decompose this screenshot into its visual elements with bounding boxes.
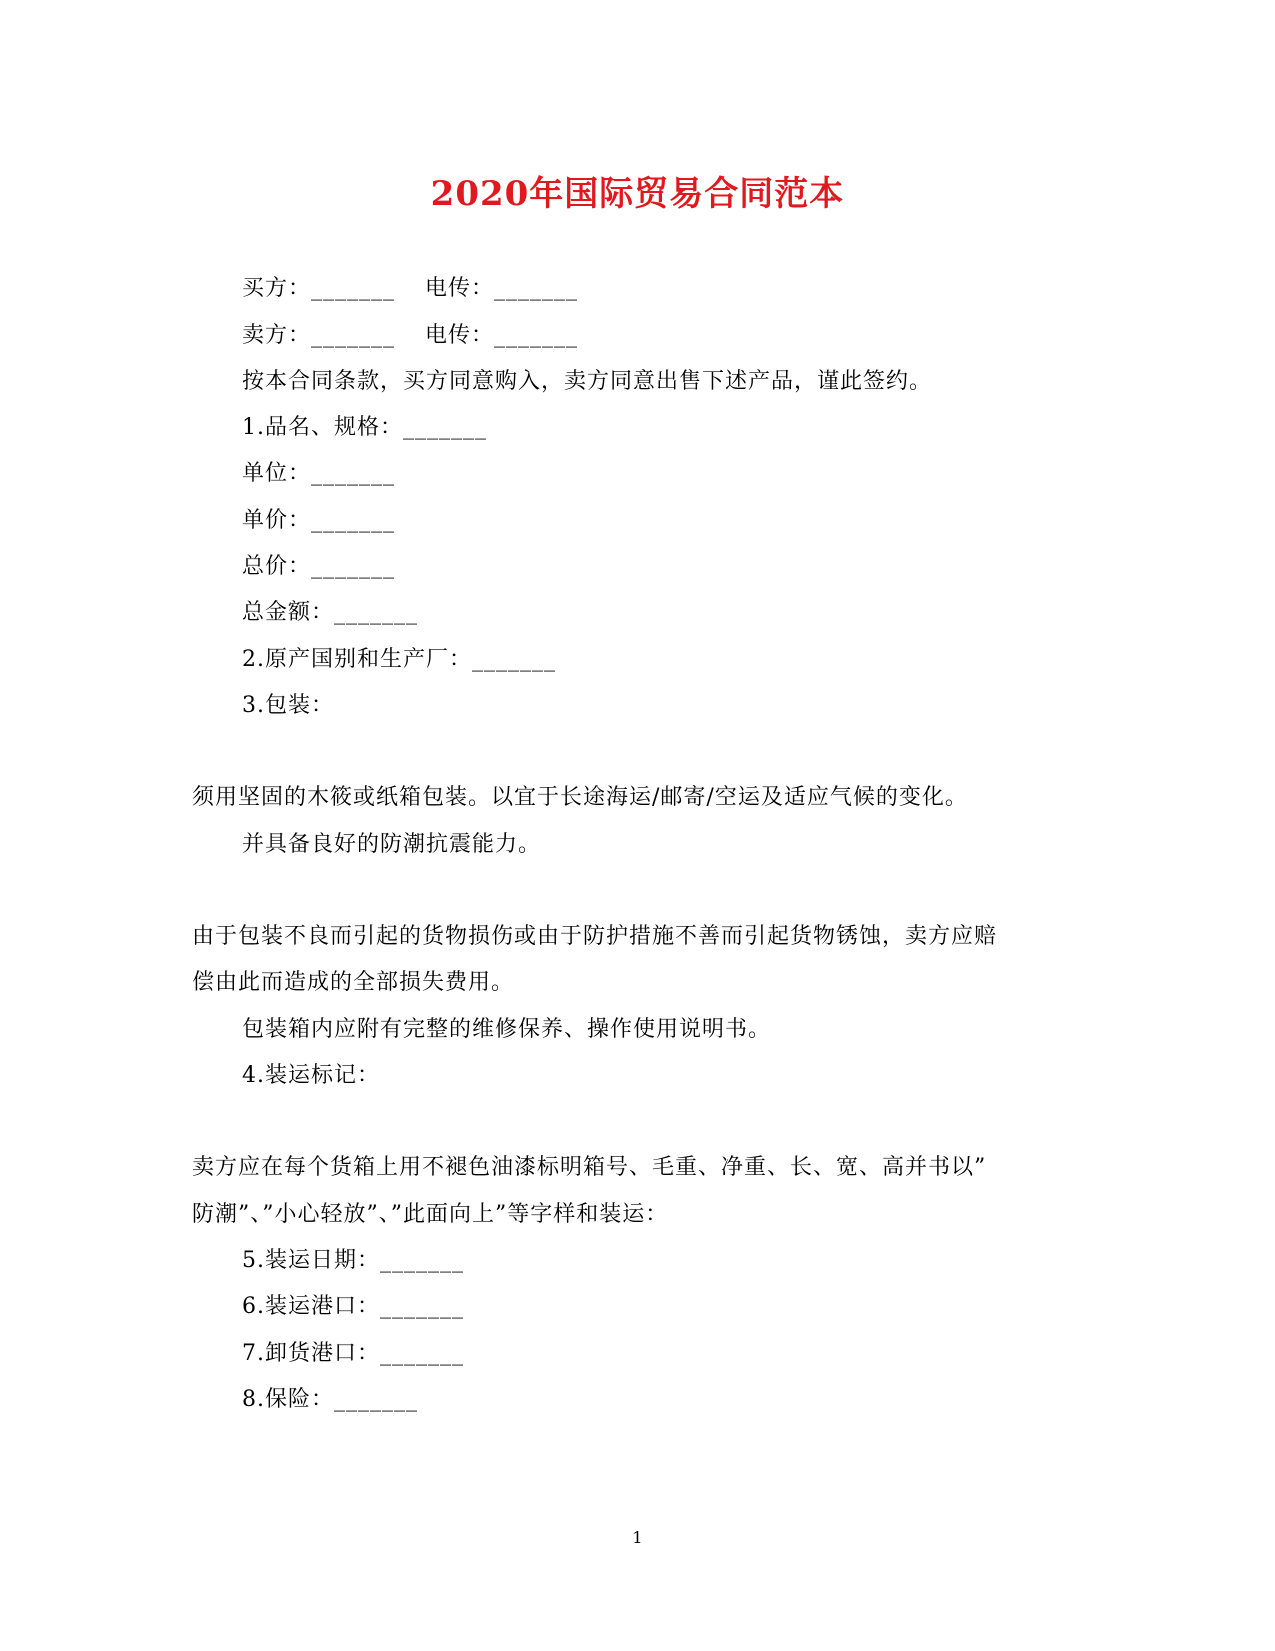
total-amount-field: 总金额：_______ <box>242 600 419 625</box>
buyer-field: 买方：_______ <box>242 276 396 301</box>
buyer-line <box>242 274 578 304</box>
shipping-mark-heading: 4.装运标记： <box>242 1063 380 1088</box>
seller-line <box>242 321 578 351</box>
buyer-fax-field: 电传：_______ <box>425 276 579 301</box>
discharge-port-field: 7.卸货港口：_______ <box>242 1341 464 1366</box>
packing-paragraph-line-2: 并具备良好的防潮抗震能力。 <box>242 832 542 857</box>
insurance-field: 8.保险：_______ <box>242 1387 418 1412</box>
shipping-date-field: 5.装运日期：_______ <box>242 1248 464 1273</box>
item-name-spec: 1.品名、规格：_______ <box>242 415 487 440</box>
seller-fax-field: 电传：_______ <box>425 323 579 348</box>
marking-paragraph-line: 卖方应在每个货箱上用不褪色油漆标明箱号、毛重、净重、长、宽、高并书以” <box>192 1155 987 1180</box>
packing-heading: 3.包装： <box>242 693 334 718</box>
seller-field: 卖方：_______ <box>242 323 396 348</box>
damage-paragraph-line: 由于包装不良而引起的货物损伤或由于防护措施不善而引起货物锈蚀，卖方应赔 <box>192 924 998 949</box>
document-title: 2020年国际贸易合同范本 <box>430 174 845 214</box>
unit-price-field: 单价：_______ <box>242 508 396 533</box>
unit-field: 单位：_______ <box>242 461 396 486</box>
total-price-field: 总价：_______ <box>242 554 396 579</box>
packing-paragraph-line: 须用坚固的木筱或纸箱包装。以宜于长途海运/邮寄/空运及适应气候的变化。 <box>192 785 968 810</box>
manual-paragraph: 包装箱内应附有完整的维修保养、操作使用说明书。 <box>242 1017 772 1042</box>
origin-manufacturer-field: 2.原产国别和生产厂：_______ <box>242 647 556 672</box>
loading-port-field: 6.装运港口：_______ <box>242 1294 464 1319</box>
marking-paragraph-line-2: 防潮”、”小心轻放”、”此面向上”等字样和装运： <box>192 1202 669 1227</box>
intro-paragraph: 按本合同条款，买方同意购入，卖方同意出售下述产品，谨此签约。 <box>242 369 933 394</box>
page-number: 1 <box>632 1528 643 1547</box>
damage-paragraph-line-2: 偿由此而造成的全部损失费用。 <box>192 970 515 995</box>
